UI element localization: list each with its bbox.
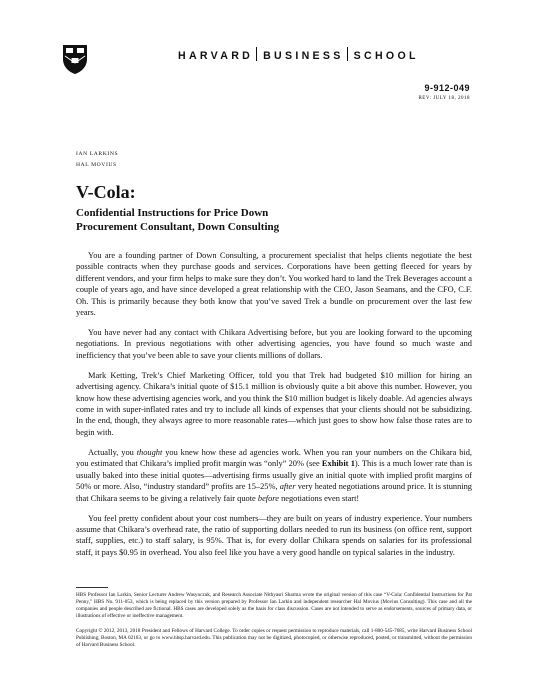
- wordmark-divider: [256, 47, 257, 61]
- author-name: IAN LARKINS: [76, 151, 119, 157]
- hbs-shield-logo: [62, 44, 88, 75]
- case-body: [76, 250, 472, 567]
- school-wordmark: [178, 47, 419, 62]
- wordmark-harvard: HARVARD: [178, 50, 254, 62]
- text-run: very heated negotiations around price. It is stunning that Chikara seems to be giving a relatively fair quote: [76, 482, 472, 503]
- body-paragraph: You feel pretty confident about your cost numbers—they are built on years of industry experience. Your numbers assume that Chikara’s overhead rate, the ratio of supporting dollars needed to run its business (on office rent, support staff, supplies, etc.) to staff salary, is 95%. That is, for every dollar Chikara spends on salaries for its professional staff, it pays $0.95 in overhead. You also feel like you have a very good handle on typical salaries in the industry.: [76, 513, 472, 557]
- footnote-divider: [76, 587, 108, 588]
- authorship-note: HBS Professor Ian Larkin, Senior Lecturer Andrew Wasynczuk, and Research Associate Nithyasri Sharma wrote the original version of this case “V-Cola: Confidential Instructions for Pat Penny,” HBS No. 911-053, which is being replaced by this version prepared by Professor Ian Larkin and independent researcher Hal Movius (Movius Consulting). This case and all the companies and people described are fictional. HBS cases are developed solely as the basis for class discussion. Cases are not intended to serve as endorsements, sources of primary data, or illustrations of effective or ineffective management.: [76, 592, 472, 620]
- exhibit-reference: Exhibit 1: [321, 459, 355, 469]
- case-number: 9-912-049: [424, 83, 470, 93]
- case-title: V-Cola:: [76, 182, 136, 202]
- emphasis: before: [257, 493, 279, 503]
- copyright-note: Copyright © 2012, 2013, 2018 President and Fellows of Harvard College. To order copies or request permission to reproduce materials, call 1-800-545-7685, write Harvard Business School Publishing, Boston, MA 02163, or go to www.hbsp.harvard.edu. This publication may not be digitized, photocopied, or otherwise reproduced, posted, or transmitted, without the permission of Harvard Business School.: [76, 628, 472, 649]
- subtitle-line: Procurement Consultant, Down Consulting: [76, 221, 280, 233]
- body-paragraph: You are a founding partner of Down Consulting, a procurement specialist that helps clients negotiate the best possible contracts when they purchase goods and services. Corporations have been getting fleeced for years by different vendors, and your firm helps to make sure they don’t. You worked hard to land the Trek Beverages account a couple of years ago, and have since developed a great relationship with the CEO, Jason Seamans, and the CFO, C.F. Oh. This is primarily because they both know that you’ve saved Trek a bundle on procurement over the last few years.: [76, 251, 472, 318]
- body-paragraph: Mark Ketting, Trek’s Chief Marketing Officer, told you that Trek had budgeted $10 million for hiring an advertising agency. Chikara’s initial quote of $15.1 million is obviously quite a bit above this number. However, you know how these advertising agencies work, and you think the $10 million budget is likely doable. Ad agencies always come in with super-inflated rates and try to include all kinds of expenses that your clients should not be subsidizing. In the end, though, they always agree to more reasonable rates—which just goes to show how false those rates are to begin with.: [76, 370, 472, 437]
- wordmark-business: BUSINESS: [263, 50, 344, 62]
- revision-date: REV: JULY 18, 2018: [418, 96, 470, 101]
- subtitle-line: Confidential Instructions for Price Down: [76, 207, 269, 219]
- text-run: Actually, you: [88, 447, 137, 457]
- text-run: negotiations even start!: [278, 493, 360, 503]
- wordmark-divider: [347, 47, 348, 61]
- body-paragraph: [76, 447, 472, 504]
- author-list: [76, 149, 118, 171]
- emphasis: after: [279, 482, 296, 492]
- case-subtitle: [76, 206, 279, 234]
- wordmark-school: SCHOOL: [353, 50, 419, 62]
- emphasis: thought: [136, 447, 163, 457]
- text-run: ). This is a much lower rate than is usually baked into these initial quotes—advertising firms usually give an initial quote with implied profit margins of 50% or more. Also, “industry standard” profits are 15–25%,: [76, 459, 472, 492]
- text-run: you knew how these ad agencies work. When you ran your numbers on the Chikara bid, you estimated that Chikara’s implied profit margin was “only” 20% (see: [76, 447, 472, 469]
- body-paragraph: You have never had any contact with Chikara Advertising before, but you are looking forward to the upcoming negotiations. In previous negotiations with other advertising agencies, you have found so much waste and inefficiency that you’ve been able to save your clients millions of dollars.: [76, 328, 472, 360]
- author-name: HAL MOVIUS: [76, 162, 117, 168]
